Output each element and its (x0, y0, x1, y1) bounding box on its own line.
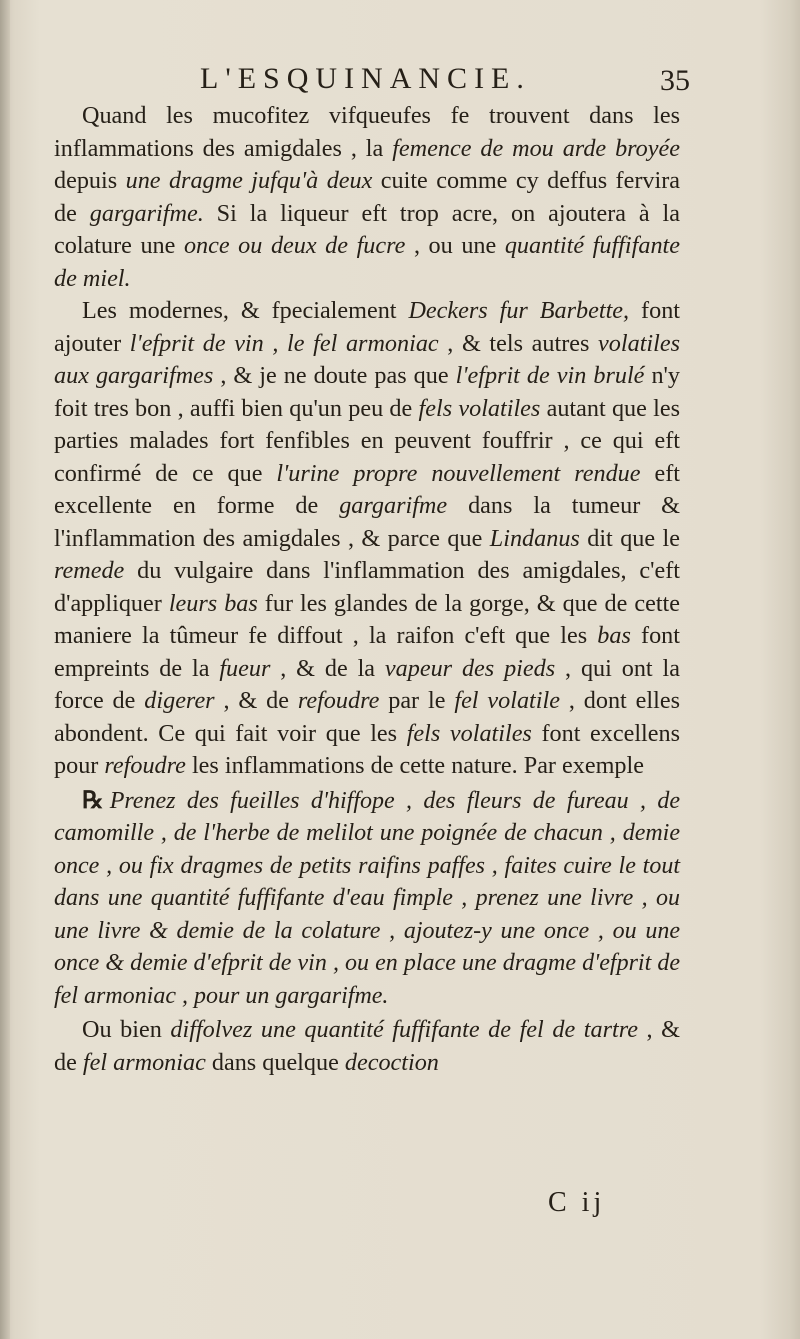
text-run: , ou une (405, 232, 505, 259)
text-run: du vulgaire dans l'inflammation des amigdales, c'eft d'appliquer (54, 557, 680, 617)
text-run: , & de (214, 687, 298, 714)
italic-run: l'efprit de vin brulé (455, 362, 645, 389)
text-run: , & de la (270, 654, 385, 682)
italic-run: leurs bas (168, 589, 258, 617)
italic-run: refoudre (104, 752, 186, 779)
text-run: Ou bien (82, 1016, 171, 1043)
text-run: font excellens pour (54, 719, 681, 779)
italic-run: fueur (219, 654, 271, 682)
paragraph-1 (54, 100, 680, 295)
text-run: , & de (54, 1016, 680, 1076)
paragraph-3 (54, 1014, 680, 1079)
recipe-paragraph (54, 785, 680, 1013)
italic-run: l'efprit de vin , le fel armoniac (129, 329, 439, 357)
text-run: dit que le (579, 524, 680, 552)
italic-run: femence de mou arde broyée (392, 134, 680, 162)
italic-run: once ou deux de fucre (183, 232, 406, 259)
binding-gutter (0, 0, 10, 1339)
text-run: autant que les parties malades fort fenfibles en peuvent fouffrir , ce qui eft confirmé de ce que (54, 394, 680, 487)
text-run: Quand les mucofitez vifqueufes fe trouvent dans les inflammations des amigdales , la (54, 102, 680, 162)
text-run: cuite comme cy deffus fervira de (54, 167, 681, 227)
text-run: fur les glandes de la gorge, & que de cette maniere la tûmeur fe diffout , la raifon c'eft que les (54, 589, 680, 649)
text-run: Les modernes, & fpecialement (82, 297, 409, 324)
text-run: , qui ont la force de (54, 654, 680, 714)
recipe-symbol-icon: ℞ (82, 786, 104, 814)
text-run: par le (379, 687, 455, 714)
text-run: eft excellente en forme de (54, 459, 680, 519)
italic-run: fel volatile (454, 687, 560, 714)
text-run: n'y foit tres bon , auffi bien qu'un peu de (54, 362, 680, 422)
running-title: L'ESQUINANCIE. (200, 62, 531, 95)
italic-run: gargarifme (339, 492, 448, 519)
italic-run: digerer (144, 687, 215, 714)
italic-run: bas (597, 622, 631, 649)
body-text (54, 100, 680, 1079)
running-header (60, 62, 690, 98)
text-run: dans la tumeur & l'inflammation des amigdales , & parce que (54, 492, 680, 552)
text-run: Si la liqueur eft trop acre, on ajoutera à la colature une (54, 199, 680, 259)
italic-run: quantité fuffifante de miel. (54, 232, 680, 292)
text-run: font empreints de la (54, 622, 680, 682)
italic-run: vapeur des pieds (384, 654, 556, 682)
page-number: 35 (660, 64, 690, 97)
italic-run: diffolvez une quantité fuffifante de fel de tartre (170, 1016, 638, 1043)
italic-run: Lindanus (489, 524, 580, 552)
text-run: dans quelque (205, 1048, 345, 1076)
paragraph-2 (54, 295, 680, 783)
signature-mark: C ij (548, 1187, 606, 1218)
italic-run: gargarifme. (89, 199, 204, 227)
text-run: , & je ne doute pas que (213, 362, 456, 389)
italic-run: refoudre (297, 687, 380, 714)
italic-run: l'urine propre nouvellement rendue (276, 459, 641, 487)
text-run: depuis (54, 167, 126, 194)
italic-run: Deckers fur Barbette, (408, 297, 630, 324)
italic-run: volatiles aux gargarifmes (54, 329, 680, 389)
text-run: les inflammations de cette nature. Par exemple (185, 752, 644, 779)
italic-run: fels volatiles (418, 394, 541, 422)
italic-run: fels volatiles (406, 719, 532, 747)
italic-run: fel armoniac (82, 1048, 206, 1076)
italic-run: une dragme jufqu'à deux (125, 167, 373, 194)
recipe-text: Prenez des fueilles d'hiffope , des fleurs de fureau , de camomille , de l'herbe de melilot une poignée de chacun , demie once , ou fix dragmes de petits raifins paffes , faites cuire le tout dans une quantité fuffifante d'eau fimple , prenez une livre , ou une livre & demie de la colature , ajoutez-y une once , ou une once & demie d'efprit de vin , ou en place une dragme d'efprit de fel armoniac , pour un gargarifme. (54, 787, 680, 1009)
text-run: font ajouter (54, 297, 681, 357)
text-run: , dont elles abondent. Ce qui fait voir que les (54, 687, 680, 747)
text-run: , & tels autres (438, 329, 599, 357)
italic-run: decoction (344, 1048, 439, 1076)
italic-run: remede (54, 557, 125, 584)
